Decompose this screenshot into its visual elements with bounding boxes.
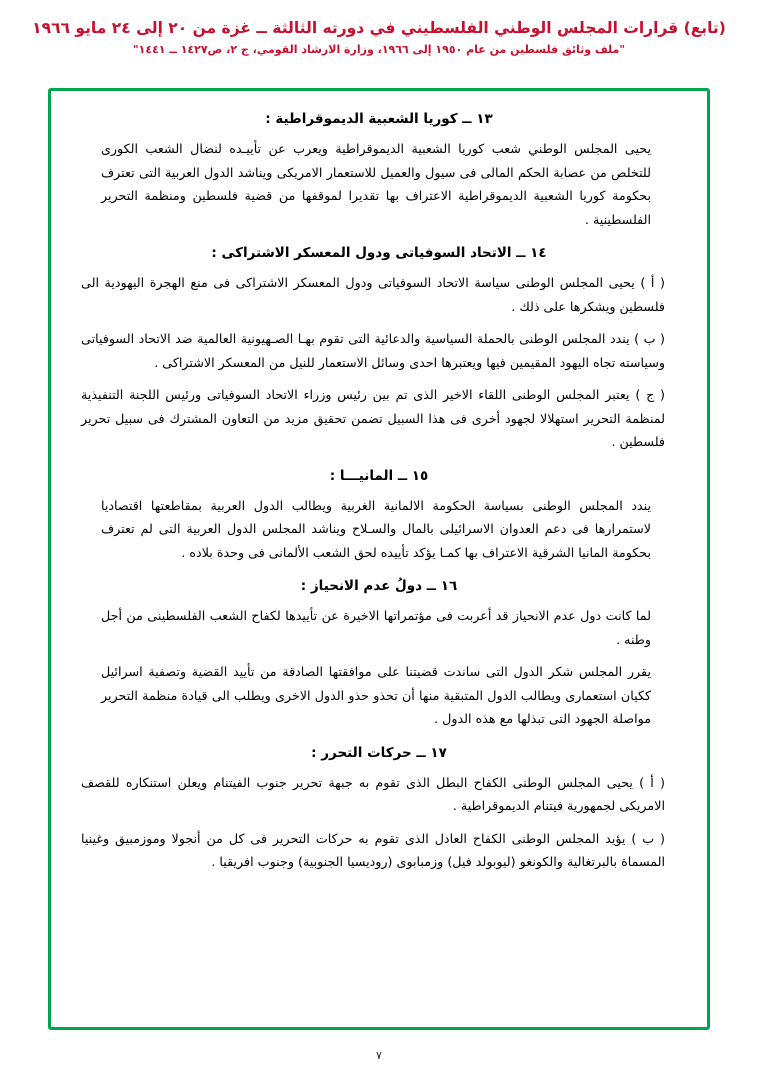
paragraph: لما كانت دول عدم الانحياز قد أعربت فى مؤتمراتها الاخيرة عن تأييدها لكفاح الشعب الفلسطينى من أجل وطنه . [101,608,651,647]
paragraph: يقرر المجلس شكر الدول التى ساندت قضيتنا على موافقتها الصادقة من تأييد القضية وتصفية اسرائيل ككيان استعمارى ويطالب الدول المتبقية منها أن تحذو حذو الدول الاخرى ويطلب الى قيادة منظمة التحرير مواصلة الجهود التى تبذلها مع هذه الدول . [101,664,651,726]
section-title: ١٣ ــ كوريا الشعبية الديموقراطية : [265,111,493,127]
list-marker: ( أ ) [640,275,665,290]
header-subtitle: "ملف وثائق فلسطين من عام ١٩٥٠ إلى ١٩٦٦، وزارة الارشاد القومي، ج ٢، ص١٤٢٧ ــ ١٤٤١" [132,43,626,57]
paragraph [81,827,677,874]
list-marker: ( ج ) [635,387,666,402]
paragraph: يندد المجلس الوطنى بسياسة الحكومة الالمانية الغربية ويطالب الدول العربية بمقاطعتها اقتصاديا لاستمرارها فى دعم العدوان الاسرائيلى بالمال والسـلاح ويناشد المجلس الدول العربية التى لم تعترف بحكومة المانيا الشرقية الاعتراف بها كمـا يؤكد تأييده لحق الشعب الألمانى فى وحدة بلاده . [101,497,651,560]
section-title: ١٧ ــ حركات التحرر : [311,744,447,761]
paragraph-text: يعتبر المجلس الوطنى اللقاء الاخير الذى تم بين رئيس وزراء الاتحاد السوفياتى ورئيس اللجنة التنفيذية لمنظمة التحرير استهلالا لجهود أخرى فى هذا السبيل تضمن تحقيق مزيد من التعاون المشترك فى سبيل تحرير فلسطين . [81,387,665,449]
header-title: (تابع) قرارات المجلس الوطني الفلسطيني في دورته الثالثة ــ غزة من ٢٠ إلى ٢٤ مايو ١٩٦٦ [32,19,726,37]
paragraph [81,383,677,454]
list-marker: ( ب ) [634,331,665,346]
paragraph-text: يحيى المجلس الوطنى الكفاح البطل الذى تقوم به جبهة تحرير جنوب الفيتنام ويعلن استنكاره للقصف الامريكى لجمهورية فيتنام الديموقراطية . [81,774,665,813]
paragraph [81,271,677,318]
paragraph [81,771,677,818]
document-body [81,111,677,874]
section-title: ١٤ ــ الاتحاد السوفياتى ودول المعسكر الاشتراكى : [211,245,547,261]
content-frame [48,88,710,1030]
list-marker: ( ب ) [631,830,665,846]
paragraph-text: يحيى المجلس الوطنى سياسة الاتحاد السوفياتى ودول المعسكر الاشتراكى فى منع الهجرة اليهودية الى فلسطين ويشكرها على ذلك . [81,275,665,314]
section-title: ١٦ ــ دولُ عدم الانحياز : [300,578,458,594]
page-number: ٧ [376,1049,382,1062]
paragraph: يحيى المجلس الوطني شعب كوريا الشعبية الديموقراطية ويعرب عن تأييـده لنضال الشعب الكورى للتخلص من عصابة الحكم المالى فى سيول والعميل للاستعمار الامريكى ويناشد الدول العربية التى تعترف بحكومة كوريا الشعبية الديموقراطية الاعتراف بها تقديرا لموقفها من قضية فلسطين ومنظمة التحرير الفلسطينية . [101,141,651,227]
section-title: ١٥ ــ المانيـــا : [329,467,429,484]
paragraph-text: يندد المجلس الوطنى بالحملة السياسية والدعائية التى تقوم بهـا الصـهيونية العالمية ضد الاتحاد السوفياتى وسياسته تجاه اليهود المقيمين فيها ويعتبرها احدى وسائل الاستعمار للنيل من المعسكر الاشتراكى . [81,331,665,370]
list-marker: ( أ ) [639,774,665,790]
paragraph [81,327,677,374]
page-header [0,0,758,57]
paragraph-text: يؤيد المجلس الوطنى الكفاح العادل الذى تقوم به حركات التحرير فى كل من أنجولا وموزمبيق وغينيا المسماة بالبرتغالية والكونغو (ليوبولد فيل) وزمبابوى (روديسيا الجنوبية) وجنوب افريقيا . [81,830,665,869]
